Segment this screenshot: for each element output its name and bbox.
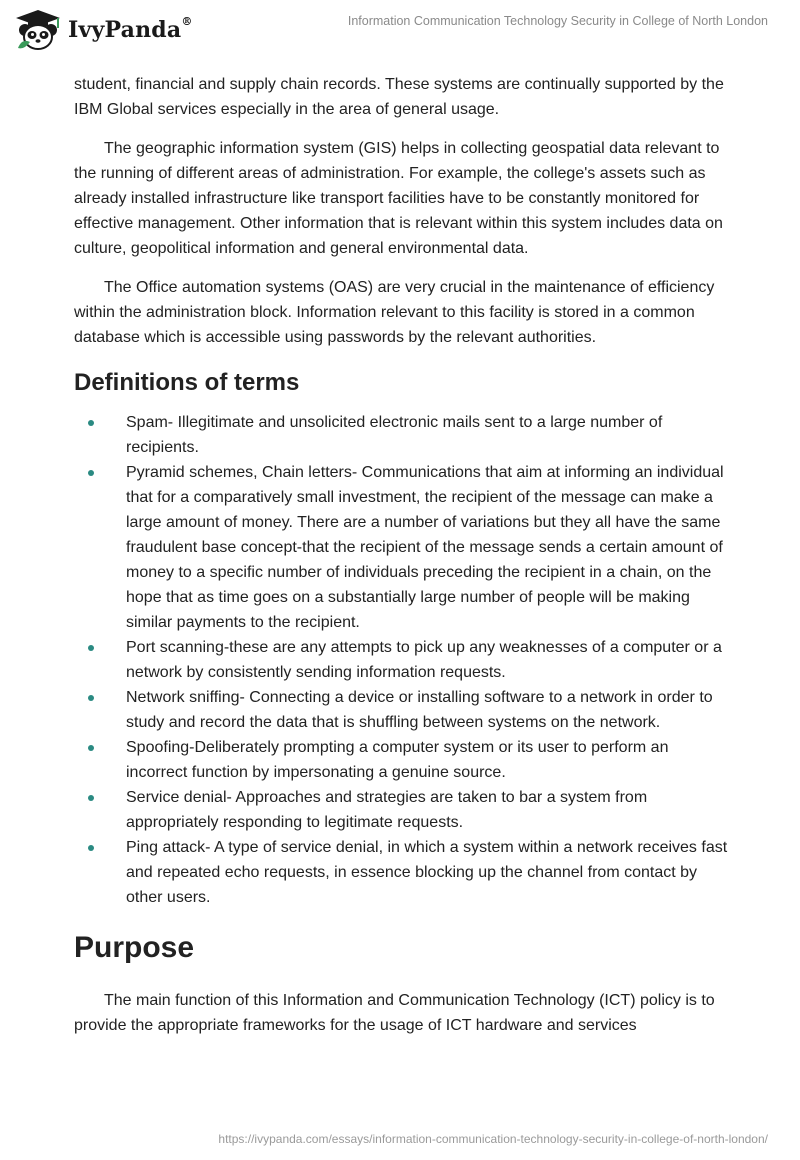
- definition-text: Spoofing-Deliberately prompting a computer system or its user to perform an incorrect function by impersonating a genuine source.: [126, 739, 669, 781]
- panda-graduate-icon: [14, 8, 62, 52]
- source-url[interactable]: https://ivypanda.com/essays/information-communication-technology-security-in-college-of-north-london/: [218, 1132, 768, 1146]
- definitions-list: [74, 410, 734, 910]
- definition-text: Service denial- Approaches and strategies are taken to bar a system from appropriately responding to legitimate requests.: [126, 789, 648, 831]
- definition-text: Network sniffing- Connecting a device or installing software to a network in order to study and record the data that is shuffling between systems on the network.: [126, 689, 713, 731]
- bullet-icon: [88, 845, 94, 851]
- paragraph-oas: The Office automation systems (OAS) are very crucial in the maintenance of efficiency within the administration block. Information relevant to this facility is stored in a common database which is accessible using passwords by the relevant authorities.: [74, 279, 715, 346]
- list-item: [74, 410, 734, 460]
- definition-text: Port scanning-these are any attempts to pick up any weaknesses of a computer or a network by consistently sending information requests.: [126, 639, 722, 681]
- bullet-icon: [88, 745, 94, 751]
- bullet-icon: [88, 470, 94, 476]
- list-item: [74, 835, 734, 910]
- list-item: [74, 460, 734, 635]
- bullet-icon: [88, 645, 94, 651]
- paragraph-purpose: The main function of this Information and Communication Technology (ICT) policy is to provide the appropriate frameworks for the usage of ICT hardware and services: [74, 992, 715, 1034]
- definition-text: Pyramid schemes, Chain letters- Communications that aim at informing an individual that for a comparatively small investment, the recipient of the message can make a large amount of money. There are a number of variations but they all have the same fraudulent base concept-that the recipient of the message sends a certain amount of money to a specific number of individuals preceding the recipient in a chain, on the hope that as time goes on a substantially large number of people will be making similar payments to the recipient.: [126, 464, 724, 631]
- document-title: Information Communication Technology Security in College of North London: [347, 14, 768, 28]
- list-item: [74, 785, 734, 835]
- definition-text: Spam- Illegitimate and unsolicited electronic mails sent to a large number of recipients.: [126, 414, 663, 456]
- list-item: [74, 685, 734, 735]
- ivypanda-logo[interactable]: [14, 8, 193, 52]
- page-header: [0, 0, 800, 60]
- bullet-icon: [88, 695, 94, 701]
- paragraph-continued: student, financial and supply chain records. These systems are continually supported by the IBM Global services especially in the area of general usage.: [74, 76, 724, 118]
- list-item: [74, 735, 734, 785]
- definitions-heading: Definitions of terms: [74, 369, 300, 396]
- paragraph-gis: The geographic information system (GIS) helps in collecting geospatial data relevant to the running of different areas of administration. For example, the college's assets such as already installed infrastructure like transport facilities have to be constantly monitored for effective management. Other information that is relevant within this system includes data on culture, geopolitical information and general environmental data.: [74, 140, 723, 257]
- list-item: [74, 635, 734, 685]
- bullet-icon: [88, 420, 94, 426]
- definition-text: Ping attack- A type of service denial, in which a system within a network receives fast and repeated echo requests, in essence blocking up the channel from contact by other users.: [126, 839, 728, 906]
- essay-content: [74, 72, 734, 1038]
- bullet-icon: [88, 795, 94, 801]
- purpose-heading: Purpose: [74, 931, 195, 964]
- logo-text: IvyPanda®: [68, 15, 193, 43]
